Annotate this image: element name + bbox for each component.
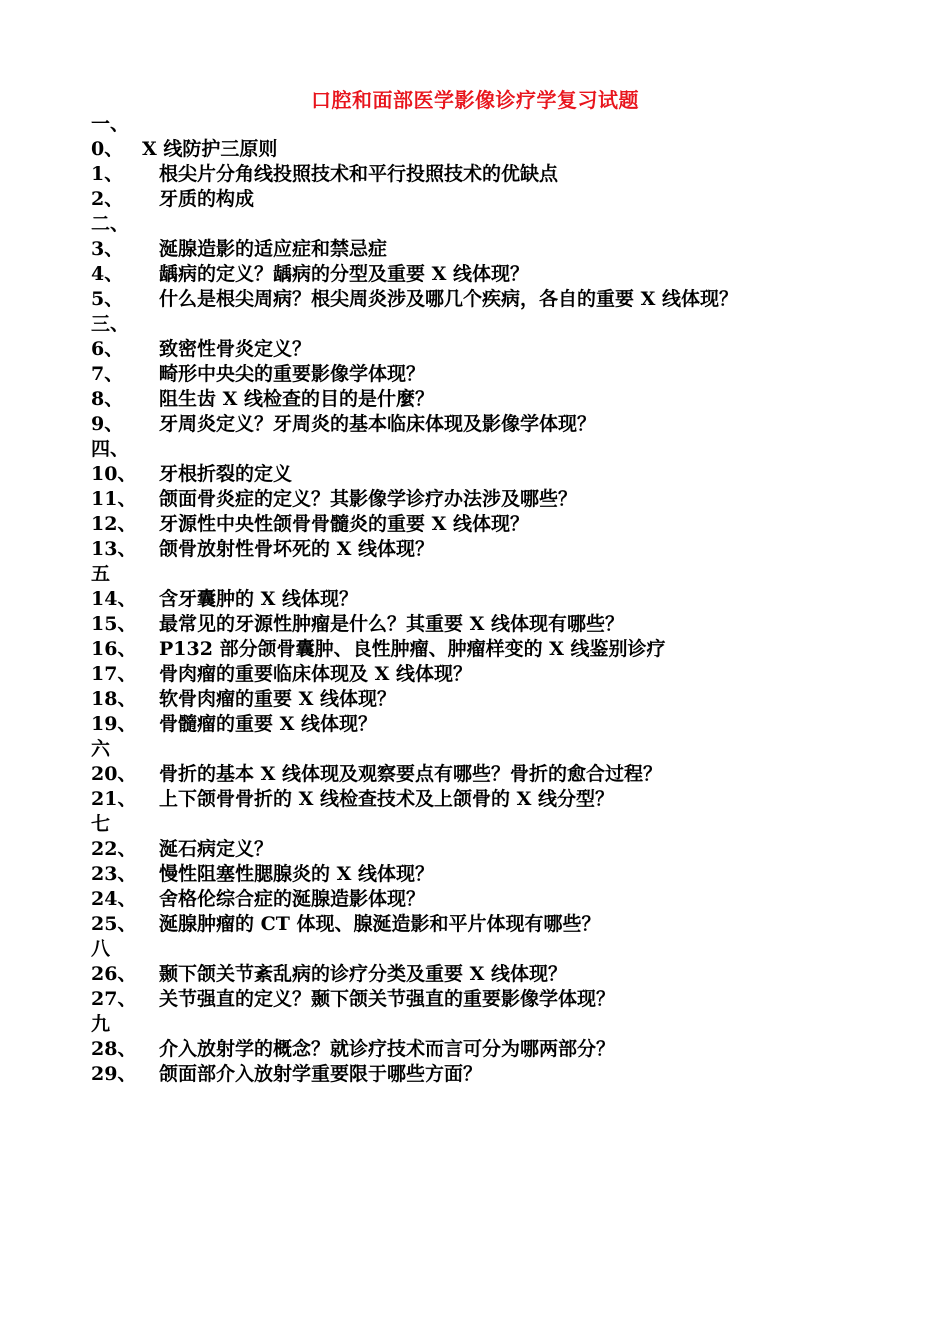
question-text: 牙根折裂的定义 <box>159 463 293 485</box>
section-heading <box>91 812 911 837</box>
question-text: 什么是根尖周病？根尖周炎涉及哪几个疾病，各自的重要 X 线体现？ <box>159 288 738 310</box>
question-number: 7、 <box>91 363 124 385</box>
question-number: 16、 <box>91 638 137 660</box>
section-label: 六 <box>91 738 111 760</box>
question-item <box>91 912 911 937</box>
question-number: 0、 <box>91 138 124 160</box>
question-text: 慢性阻塞性腮腺炎的 X 线体现？ <box>159 863 434 885</box>
question-number: 25、 <box>91 913 137 935</box>
question-item <box>91 787 911 812</box>
question-number: 17、 <box>91 663 137 685</box>
question-number: 15、 <box>91 613 137 635</box>
question-text: 涎腺肿瘤的 CT 体现、腺涎造影和平片体现有哪些？ <box>159 913 601 935</box>
question-text: 涎腺造影的适应症和禁忌症 <box>159 238 388 260</box>
question-text: 介入放射学的概念？就诊疗技术而言可分为哪两部分？ <box>159 1038 616 1060</box>
question-text: 舍格伦综合症的涎腺造影体现？ <box>159 888 426 910</box>
section-heading <box>91 437 911 462</box>
question-text: 骨髓瘤的重要 X 线体现？ <box>159 713 377 735</box>
question-number: 11、 <box>91 488 137 510</box>
question-text: 骨折的基本 X 线体现及观察要点有哪些？骨折的愈合过程？ <box>159 763 662 785</box>
section-label: 二、 <box>91 213 130 235</box>
question-text: 牙质的构成 <box>159 188 255 210</box>
question-number: 4、 <box>91 263 124 285</box>
question-number: 10、 <box>91 463 137 485</box>
section-label: 五 <box>91 563 111 585</box>
question-text: 最常见的牙源性肿瘤是什么？其重要 X 线体现有哪些？ <box>159 613 624 635</box>
question-item <box>91 262 911 287</box>
question-item <box>91 162 911 187</box>
question-number: 14、 <box>91 588 137 610</box>
question-item <box>91 862 911 887</box>
question-item <box>91 1062 911 1087</box>
section-heading <box>91 1012 911 1037</box>
question-number: 29、 <box>91 1063 137 1085</box>
question-number: 1、 <box>91 163 124 185</box>
question-text: 颌面骨炎症的定义？其影像学诊疗办法涉及哪些？ <box>159 488 578 510</box>
question-item <box>91 887 911 912</box>
question-text: 牙源性中央性颌骨骨髓炎的重要 X 线体现？ <box>159 513 529 535</box>
question-text: 畸形中央尖的重要影像学体现？ <box>159 363 426 385</box>
question-item <box>91 362 911 387</box>
question-item <box>91 387 911 412</box>
question-number: 3、 <box>91 238 124 260</box>
question-number: 8、 <box>91 388 124 410</box>
question-item <box>91 762 911 787</box>
question-number: 13、 <box>91 538 137 560</box>
question-number: 22、 <box>91 838 137 860</box>
question-text: 颌骨放射性骨坏死的 X 线体现？ <box>159 538 434 560</box>
question-item <box>91 337 911 362</box>
question-item <box>91 687 911 712</box>
question-item <box>91 512 911 537</box>
question-number: 5、 <box>91 288 124 310</box>
question-number: 2、 <box>91 188 124 210</box>
question-item <box>91 637 911 662</box>
question-item <box>91 537 911 562</box>
question-text: 阻生齿 X 线检查的目的是什麼？ <box>159 388 434 410</box>
question-item <box>91 712 911 737</box>
question-text: 骨肉瘤的重要临床体现及 X 线体现？ <box>159 663 472 685</box>
question-number: 28、 <box>91 1038 137 1060</box>
question-item <box>91 137 911 162</box>
question-number: 23、 <box>91 863 137 885</box>
question-item <box>91 1037 911 1062</box>
question-text: 根尖片分角线投照技术和平行投照技术的优缺点 <box>159 163 559 185</box>
question-number: 18、 <box>91 688 137 710</box>
question-number: 12、 <box>91 513 137 535</box>
question-text: 龋病的定义？龋病的分型及重要 X 线体现？ <box>159 263 529 285</box>
section-heading <box>91 562 911 587</box>
question-text: 上下颌骨骨折的 X 线检查技术及上颌骨的 X 线分型？ <box>159 788 614 810</box>
document-title: 口腔和面部医学影像诊疗学复习试题 <box>311 88 639 112</box>
section-label: 四、 <box>91 438 130 460</box>
section-heading <box>91 112 911 137</box>
question-text: 软骨肉瘤的重要 X 线体现？ <box>159 688 396 710</box>
question-item <box>91 612 911 637</box>
question-text: 含牙囊肿的 X 线体现？ <box>159 588 358 610</box>
question-text: P132 部分颌骨囊肿、良性肿瘤、肿瘤样变的 X 线鉴别诊疗 <box>159 638 666 660</box>
question-item <box>91 962 911 987</box>
question-number: 27、 <box>91 988 137 1010</box>
question-item <box>91 187 911 212</box>
question-number: 19、 <box>91 713 137 735</box>
question-text: 涎石病定义？ <box>159 838 274 860</box>
section-heading <box>91 737 911 762</box>
question-number: 20、 <box>91 763 137 785</box>
section-heading <box>91 312 911 337</box>
section-heading <box>91 937 911 962</box>
question-text: 关节强直的定义？颞下颌关节强直的重要影像学体现？ <box>159 988 616 1010</box>
question-item <box>91 237 911 262</box>
question-number: 6、 <box>91 338 124 360</box>
question-item <box>91 587 911 612</box>
section-heading <box>91 212 911 237</box>
question-number: 9、 <box>91 413 124 435</box>
section-label: 三、 <box>91 313 130 335</box>
question-item <box>91 662 911 687</box>
section-label: 一、 <box>91 113 130 135</box>
question-number: 24、 <box>91 888 137 910</box>
question-number: 26、 <box>91 963 137 985</box>
section-label: 七 <box>91 813 111 835</box>
question-text: X 线防护三原则 <box>142 138 278 160</box>
section-label: 九 <box>91 1013 111 1035</box>
question-text: 致密性骨炎定义？ <box>159 338 312 360</box>
question-text: 牙周炎定义？牙周炎的基本临床体现及影像学体现？ <box>159 413 597 435</box>
question-item <box>91 287 911 312</box>
question-text: 颌面部介入放射学重要限于哪些方面？ <box>159 1063 483 1085</box>
question-item <box>91 837 911 862</box>
question-item <box>91 462 911 487</box>
question-number: 21、 <box>91 788 137 810</box>
question-text: 颞下颌关节紊乱病的诊疗分类及重要 X 线体现？ <box>159 963 567 985</box>
question-item <box>91 412 911 437</box>
question-list <box>91 112 911 1087</box>
section-label: 八 <box>91 938 111 960</box>
question-item <box>91 987 911 1012</box>
question-item <box>91 487 911 512</box>
